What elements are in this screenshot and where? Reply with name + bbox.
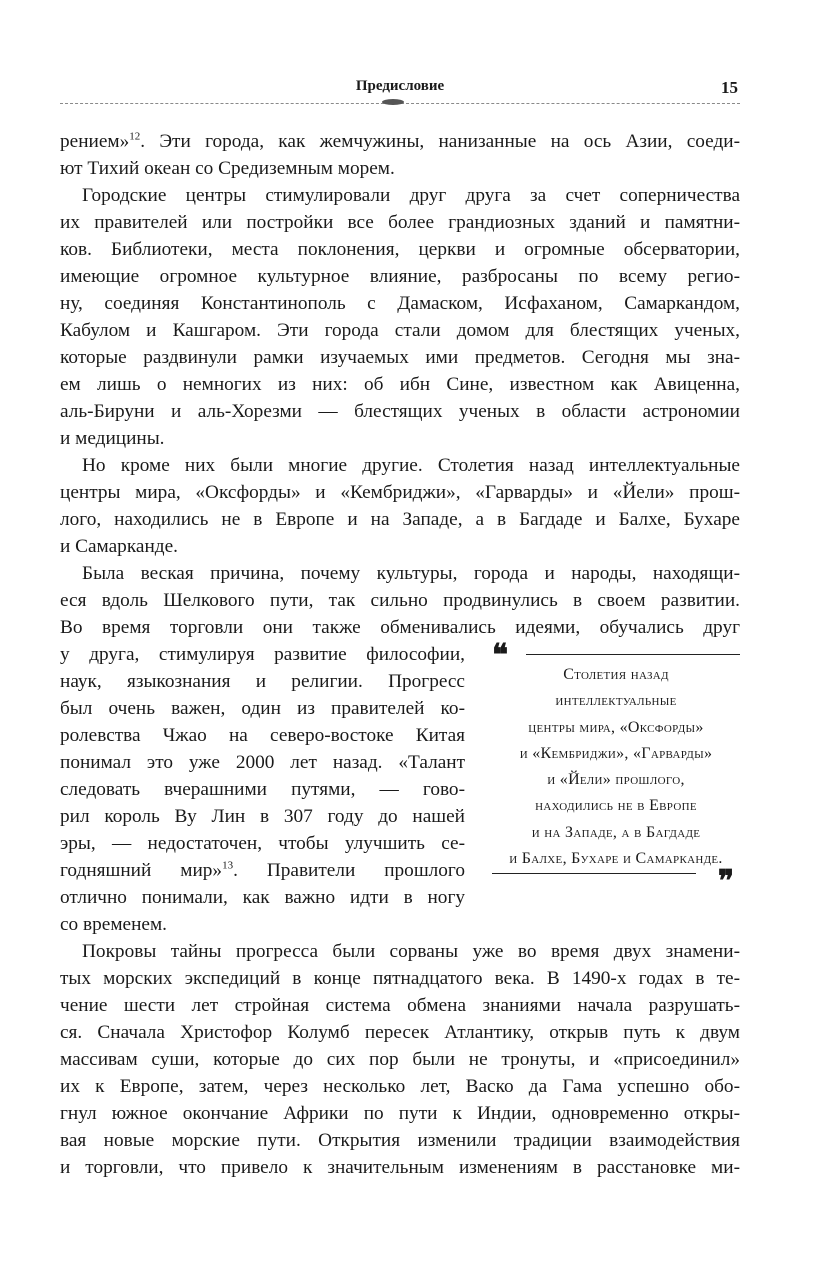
text-line: понимал это уже 2000 лет назад. «Талант [60,752,465,773]
text-line: еся вдоль Шелкового пути, так сильно продвинулись в своем развитии. [60,590,740,611]
quote-rule-bottom [492,873,696,874]
text-line: лого, находились не в Европе и на Западе, а в Багдаде и Балхе, Бухаре [60,509,740,530]
text-line: тых морских экспедиций в конце пятнадцатого века. В 1490-х годах в те- [60,968,740,989]
pull-quote-text [492,662,740,872]
text-line: Во время торговли они также обменивались идеями, обучались друг [60,617,740,638]
quote-line: интеллектуальные [555,692,677,710]
text-line: их к Европе, затем, через несколько лет, Васко да Гама успешно обо- [60,1076,740,1097]
text-line: и медицины. [60,428,165,449]
text-line: ся. Сначала Христофор Колумб пересек Атлантику, открыв путь к двум [60,1022,740,1043]
text-line: ролевства Чжао на северо-востоке Китая [60,725,465,746]
text-line: Кабулом и Кашгаром. Эти города стали домом для блестящих ученых, [60,320,740,341]
quote-line: находились не в Европе [535,797,697,815]
text-line: эры, — недостаточен, чтобы улучшить се- [60,833,465,854]
text-line: центры мира, «Оксфорды» и «Кембриджи», «Гарварды» и «Йели» прош- [60,482,740,503]
text-line: Была веская причина, почему культуры, города и народы, находящи- [82,563,740,584]
text-line: их правителей или постройки все более грандиозных зданий и памятни- [60,212,740,233]
header-ornament [382,99,404,105]
text-line: Покровы тайны прогресса были сорваны уже во время двух знамени- [82,941,740,962]
footnote-ref: 13 [222,859,234,872]
text-line: рил король Ву Лин в 307 году до нашей [60,806,465,827]
quote-line: и Балхе, Бухаре и Самарканде. [509,850,723,868]
text-line: отлично понимали, как важно идти в ногу [60,887,465,908]
text-line: массивам суши, которые до сих пор были не тронуты, и «присоединил» [60,1049,740,1070]
quote-line: и «Кембриджи», «Гарварды» [519,744,713,762]
text-line: со временем. [60,914,167,935]
text-line: следовать вчерашними путями, — гово- [60,779,465,800]
close-quote-icon: ❞ [717,865,734,898]
text-line: ем лишь о немногих из них: об ибн Сине, известном как Авиценна, [60,374,740,395]
quote-rule-top [526,654,740,655]
text-line: рением»$^{12}$. Эти города, как жемчужины, нанизанные на ось Азии, соеди- [60,130,740,152]
text-line: у друга, стимулируя развитие философии, [60,644,465,665]
text-line: аль-Бируни и аль-Хорезми — блестящих ученых в области астрономии [60,401,740,422]
text-line: ют Тихий океан со Средиземным морем. [60,158,395,179]
pull-quote [492,639,740,898]
text-line: вая новые морские пути. Открытия изменили традиции взаимодействия [60,1130,740,1151]
text-line: ну, соединяя Константинополь с Дамаском, Исфаханом, Самаркандом, [60,293,740,314]
text-line: ков. Библиотеки, места поклонения, церкви и огромные обсерватории, [60,239,740,260]
text-line: гнул южное окончание Африки по пути к Индии, одновременно откры- [60,1103,740,1124]
chapter-title: Предисловие [355,78,445,94]
text-line: чение шести лет стройная система обмена знаниями начала разрушать- [60,995,740,1016]
quote-line: Столетия назад [563,666,669,683]
text-line: которые раздвинули рамки изучаемых ими предметов. Сегодня мы зна- [60,347,740,368]
text-line: имеющие огромное культурное влияние, разбросаны по всему регио- [60,266,740,287]
text-line: годняшний мир»$^{13}$. Правители прошлого [60,859,465,881]
quote-line: центры мира, «Оксфорды» [528,718,704,736]
quote-line: и на Западе, а в Багдаде [531,823,701,841]
footnote-ref: 12 [129,130,141,143]
text-line: был очень важен, один из правителей ко- [60,698,465,719]
open-quote-icon: ❝ [492,639,509,672]
text-line: наук, языкознания и религии. Прогресс [60,671,465,692]
page-number: 15 [721,78,738,97]
text-line: и Самарканде. [60,536,178,557]
text-line: и торговли, что привело к значительным изменениям в расстановке ми- [60,1157,740,1178]
quote-line: и «Йели» прошлого, [547,771,685,789]
text-line: Но кроме них были многие другие. Столетия назад интеллектуальные [82,455,740,476]
text-line: Городские центры стимулировали друг друга за счет соперничества [82,185,740,206]
